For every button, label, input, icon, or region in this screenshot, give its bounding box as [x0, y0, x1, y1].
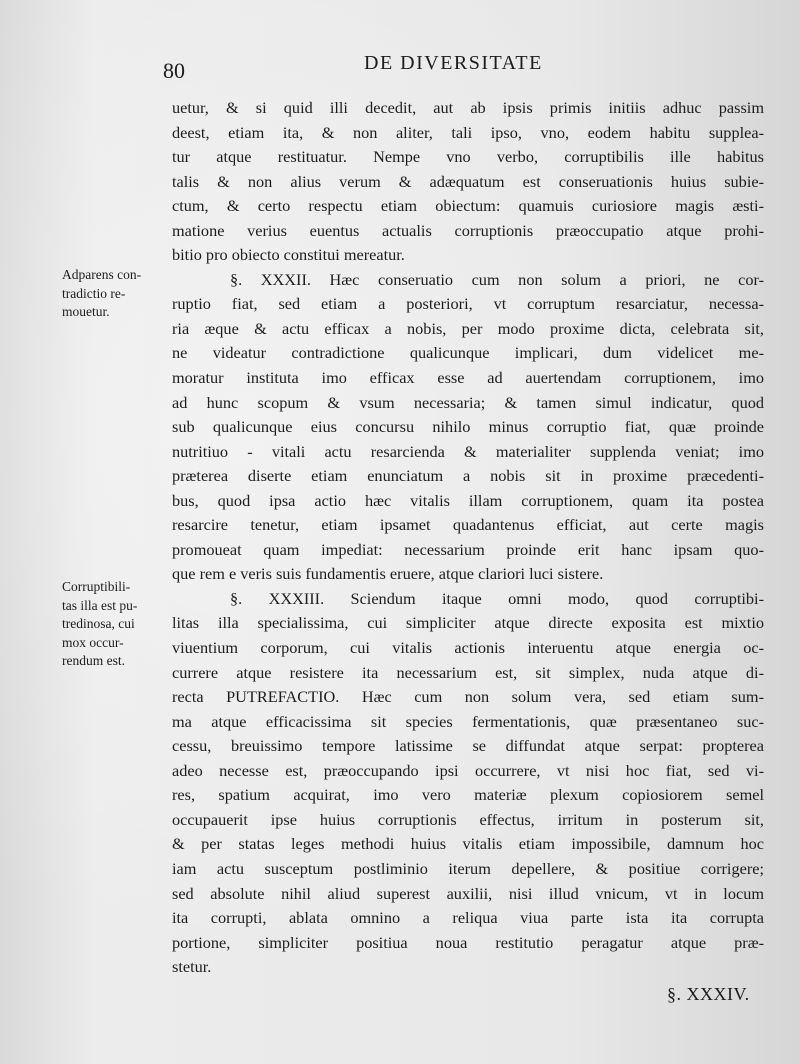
text-line: tur atque restituatur. Nempe vno verbo, corruptibilis ille habitus	[172, 147, 764, 167]
text-line: ita corrupti, ablata omnino a reliqua viua parte ista ita corrupta	[172, 908, 764, 928]
section-heading-line: §. XXXIII. Sciendum itaque omni modo, quod corruptibi-	[230, 588, 764, 608]
margin-note-line: tradictio re-	[62, 285, 126, 301]
text-line: nutritiuo - vitali actu resarcienda & materialiter supplenda veniat; imo	[172, 441, 764, 461]
text-line: que rem e veris suis fundamentis eruere, atque clariori luci sistere.	[172, 564, 604, 584]
text-line: ctum, & certo respectu etiam obiectum: quamuis curiosiore magis æsti-	[172, 196, 764, 216]
text-line: resarcire tenetur, etiam ipsamet quadantenus efficiat, aut certe magis	[172, 515, 764, 535]
text-line: currere atque resistere ita necessarium est, sit simplex, nuda atque di-	[172, 662, 764, 682]
text-line: moratur instituta imo efficax esse ad auertendam corruptionem, imo	[172, 368, 764, 388]
margin-note-line: rendum est.	[62, 653, 125, 668]
text-line: sed absolute nihil aliud superest auxilii, nisi illud vnicum, vt in locum	[172, 883, 764, 903]
text-line: ne videatur contradictione qualicunque implicari, dum videlicet me-	[172, 343, 764, 363]
margin-note	[62, 266, 172, 322]
text-line: bitio pro obiecto constitui mereatur.	[172, 245, 405, 265]
text-line: stetur.	[172, 957, 212, 977]
text-line: præterea diserte etiam enunciatum a nobis sit in proxime præcedenti-	[172, 466, 764, 486]
margin-note-line: tredinosa, cui	[62, 616, 135, 631]
text-line: iam actu susceptum postliminio iterum depellere, & positiue corrigere;	[172, 858, 764, 878]
margin-note-line: tas illa est pu-	[62, 597, 138, 613]
text-line: adeo necesse est, præoccupando ipsi occurrere, vt nisi hoc fiat, sed vi-	[172, 760, 764, 780]
text-line: ad hunc scopum & vsum necessaria; & tamen simul indicatur, quod	[172, 392, 764, 412]
margin-note-line: Corruptibili-	[62, 579, 131, 594]
margin-note-line: mouetur.	[62, 304, 110, 319]
text-line: cessu, breuissimo tempore latissime se diffundat atque serpat: propterea	[172, 736, 764, 756]
text-line: deest, etiam ita, & non aliter, tali ipso, vno, eodem habitu supplea-	[172, 122, 764, 142]
text-line: portione, simpliciter positiua noua restitutio peragatur atque præ-	[172, 932, 764, 952]
margin-note	[62, 578, 172, 671]
text-line: & per statas leges methodi huius vitalis etiam impossibile, damnum hoc	[172, 834, 764, 854]
text-line: res, spatium acquirat, imo vero materiæ plexum copiosiorem semel	[172, 785, 764, 805]
text-line: talis & non alius verum & adæquatum est conseruationis huius subie-	[172, 171, 764, 191]
text-line: ria æque & actu efficax a nobis, per modo proxime dicta, celebrata sit,	[172, 318, 764, 338]
text-line: sub qualicunque eius concursu nihilo minus corruptio fiat, quæ proinde	[172, 417, 764, 437]
body-text	[172, 96, 764, 980]
text-line: ruptio fiat, sed etiam a posteriori, vt corruptum resarciatur, necessa-	[172, 294, 764, 314]
text-line: viuentium corporum, cui vitalis actionis interuentu atque energia oc-	[172, 638, 764, 658]
text-line: promoueat quam impediat: necessarium proinde erit hanc ipsam quo-	[172, 539, 764, 559]
running-head: DE DIVERSITATE	[364, 52, 543, 74]
text-line: litas illa specialissima, cui simpliciter atque directe exposita est mixtio	[172, 613, 764, 633]
margin-note-line: mox occur-	[62, 634, 124, 650]
text-line: bus, quod ipsa actio hæc vitalis illam corruptionem, quam ita postea	[172, 490, 764, 510]
text-line: uetur, & si quid illi decedit, aut ab ipsis primis initiis adhuc passim	[172, 98, 764, 117]
text-line: occupauerit ipse huius corruptionis effectus, irritum in posterum sit,	[172, 809, 764, 829]
page-number: 80	[163, 58, 185, 83]
section-heading-line: §. XXXII. Hæc conseruatio cum non solum a priori, ne cor-	[230, 269, 764, 289]
margin-note-line: Adparens con-	[62, 267, 142, 282]
catchword: §. XXXIV.	[667, 984, 750, 1004]
text-line: matione verius euentus actualis corruptionis præoccupatio atque prohi-	[172, 220, 764, 240]
text-line: ma atque efficacissima sit species fermentationis, quæ præsentaneo suc-	[172, 711, 764, 731]
text-line: recta PUTREFACTIO. Hæc cum non solum vera, sed etiam sum-	[172, 687, 764, 707]
